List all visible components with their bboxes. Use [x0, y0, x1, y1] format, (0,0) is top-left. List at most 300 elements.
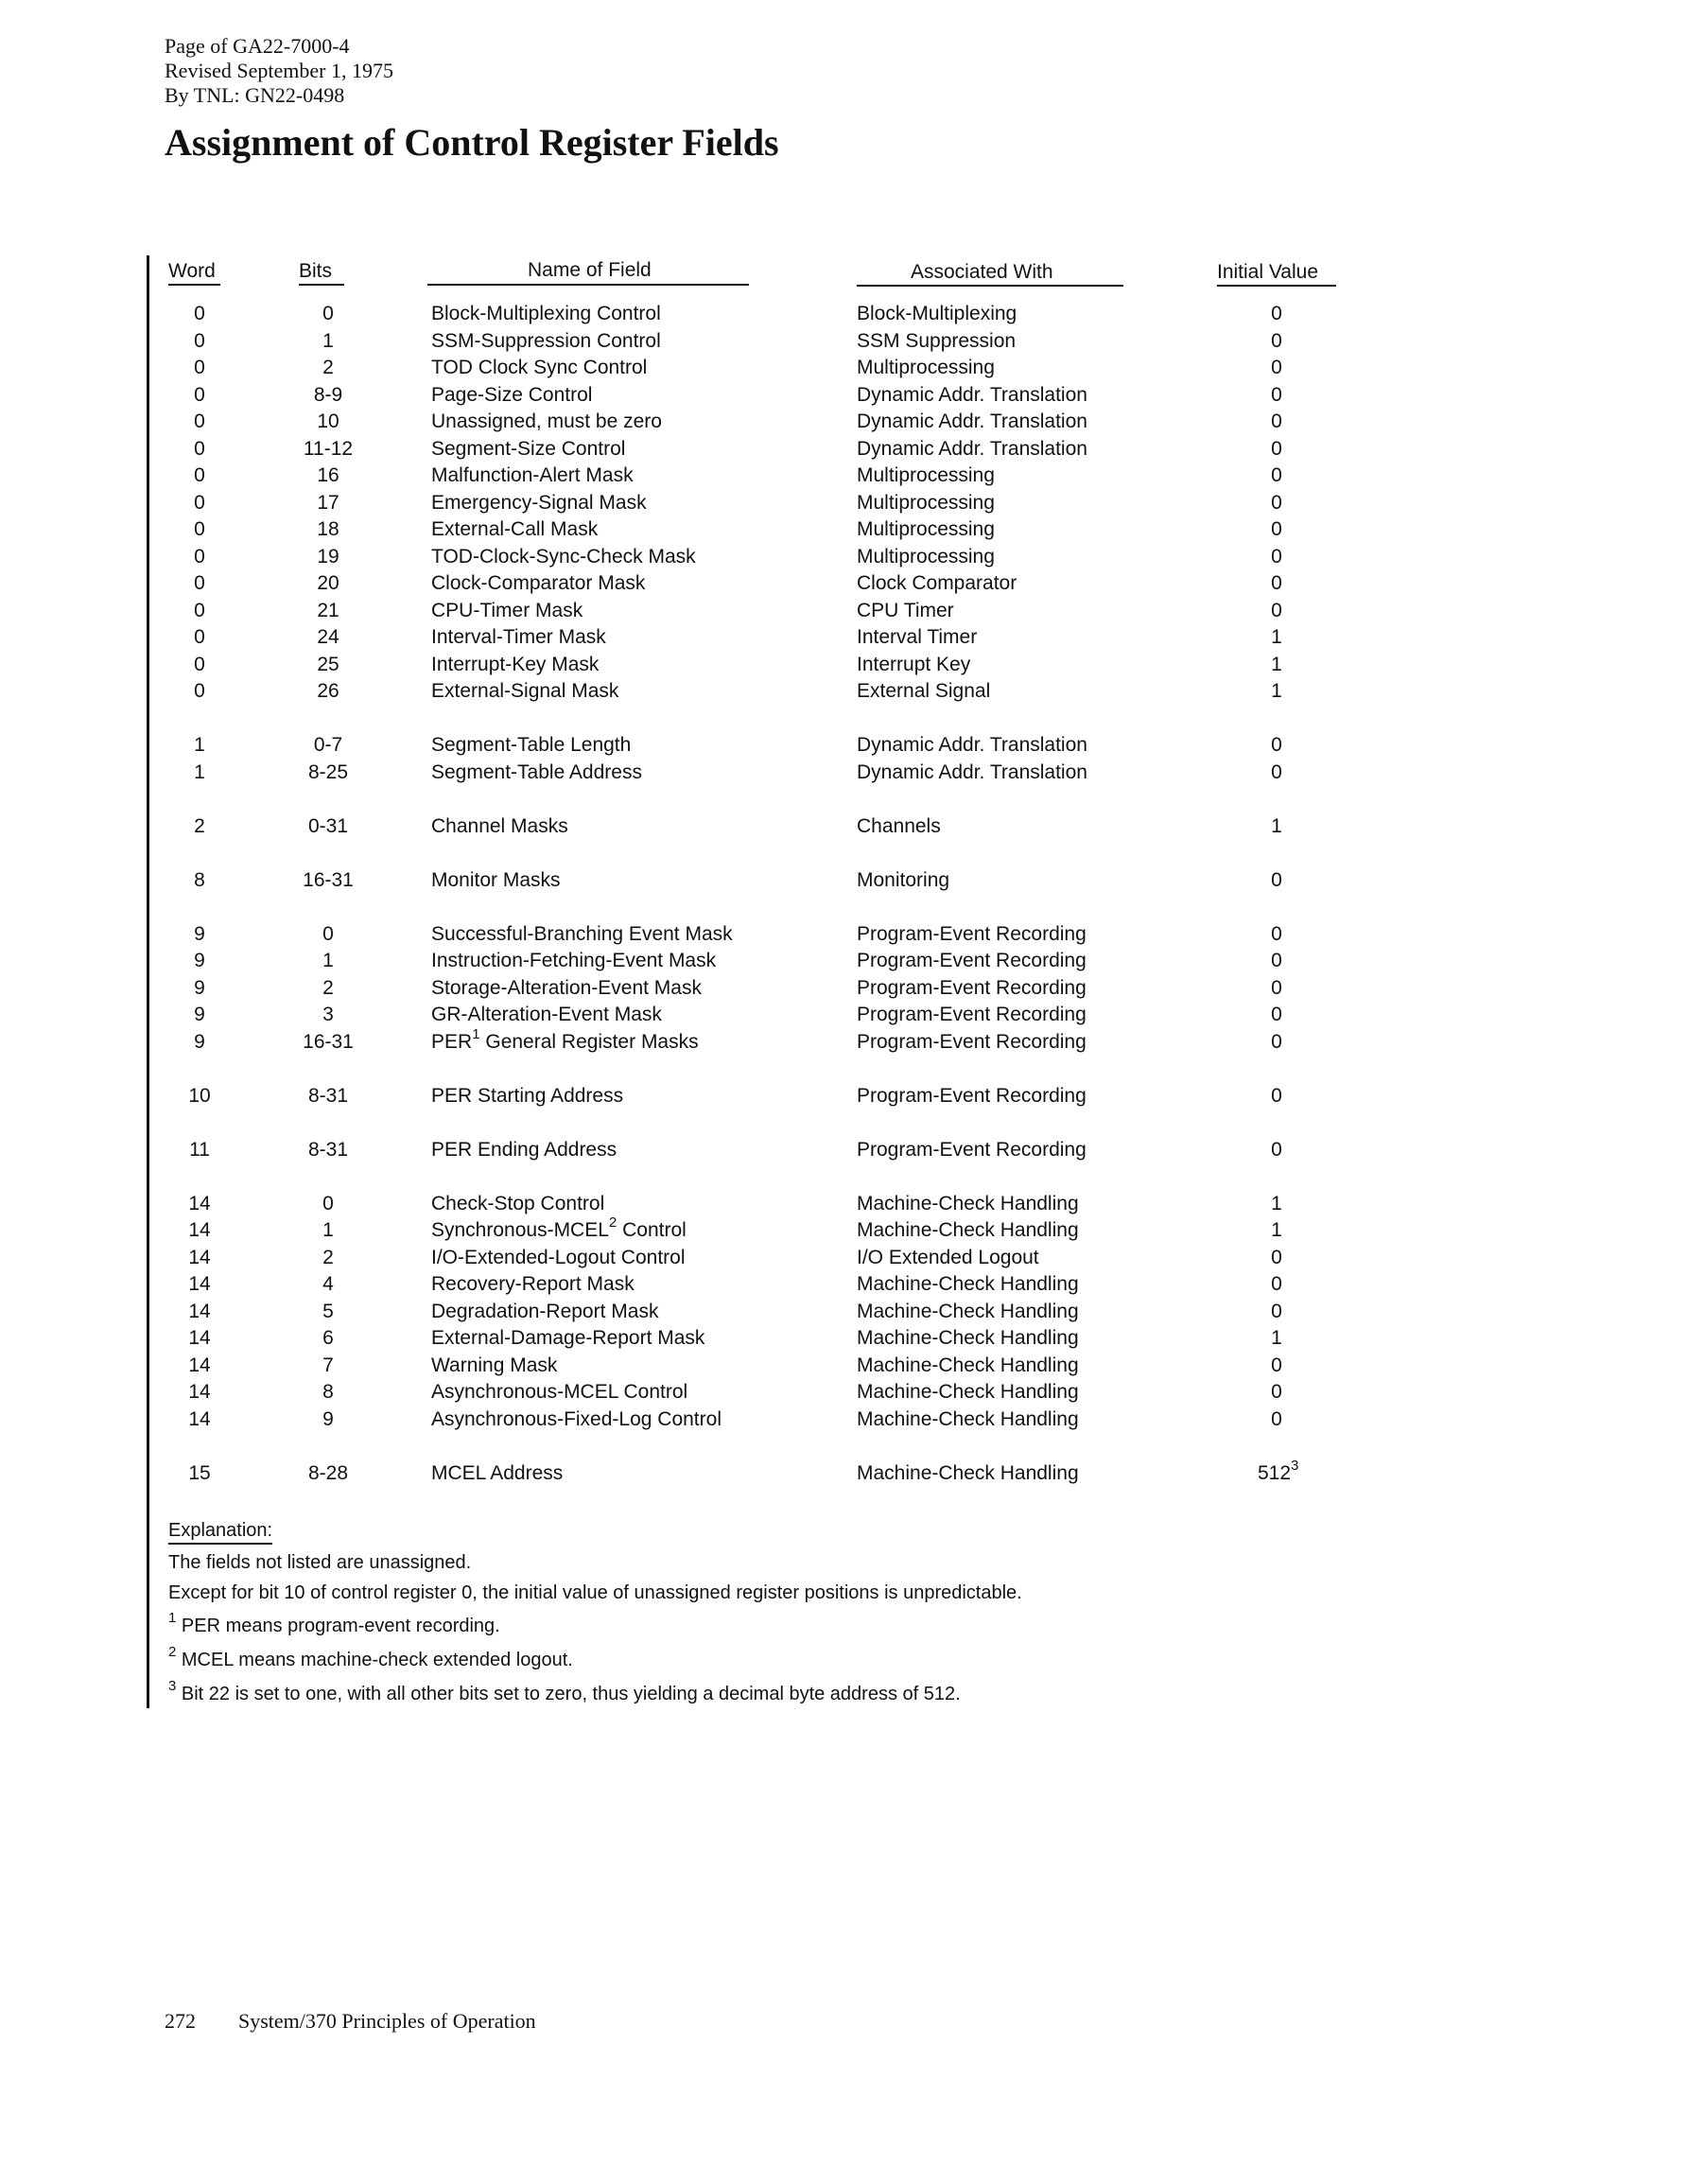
- initial-value-text: 0: [1271, 599, 1282, 621]
- field-name-text: External-Signal Mask: [431, 680, 619, 702]
- table-row: [0, 1271, 1687, 1299]
- cell-word: 1: [194, 760, 205, 783]
- cell-field-name: [431, 867, 561, 895]
- cell-field-name: [431, 409, 662, 436]
- column-header-bits-underline: [299, 284, 344, 286]
- cell-initial-value: [1258, 867, 1296, 895]
- field-name-text: Recovery-Report Mask: [431, 1273, 635, 1295]
- field-name-text: Segment-Size Control: [431, 437, 626, 460]
- cell-associated-with: Channels: [857, 814, 941, 837]
- cell-word: 0: [194, 680, 205, 702]
- initial-value-text: 0: [1271, 1273, 1282, 1295]
- footnote-2: [168, 1643, 1022, 1677]
- column-header-word: Word: [168, 260, 216, 282]
- initial-value-text: 0: [1271, 1246, 1282, 1268]
- field-name-text: Storage-Alteration-Event Mask: [431, 976, 702, 999]
- cell-word: 0: [194, 518, 205, 540]
- cell-associated-with: Interval Timer: [857, 626, 978, 648]
- column-header-name-underline: [427, 284, 749, 286]
- table-row: [0, 624, 1687, 652]
- cell-bits: 20: [317, 572, 339, 594]
- cell-bits: 18: [317, 518, 339, 540]
- field-name-text: Asynchronous-MCEL Control: [431, 1381, 688, 1403]
- cell-initial-value: [1258, 1137, 1296, 1164]
- cell-associated-with: External Signal: [857, 680, 991, 702]
- cell-initial-value: [1258, 678, 1296, 706]
- cell-field-name: [431, 732, 631, 760]
- footnote-3: [168, 1677, 1022, 1711]
- cell-initial-value: [1258, 1379, 1296, 1406]
- cell-initial-value: [1258, 355, 1296, 382]
- cell-associated-with: Interrupt Key: [857, 653, 971, 675]
- page-reference: Page of GA22-7000-4: [165, 34, 350, 58]
- table-row: [0, 760, 1687, 787]
- cell-bits: 25: [317, 653, 339, 675]
- table-row: [0, 948, 1687, 975]
- book-title: System/370 Principles of Operation: [238, 2009, 536, 2033]
- cell-word: 0: [194, 599, 205, 621]
- cell-associated-with: Clock Comparator: [857, 572, 1017, 594]
- cell-word: 0: [194, 357, 205, 378]
- footnote-ref: 3: [1291, 1457, 1299, 1474]
- cell-initial-value: [1258, 1353, 1296, 1380]
- cell-associated-with: Program-Event Recording: [857, 1030, 1087, 1053]
- cell-field-name: [431, 463, 634, 490]
- field-name-text: External-Call Mask: [431, 518, 599, 540]
- cell-word: 9: [194, 1030, 205, 1053]
- cell-bits: 8: [322, 1381, 334, 1403]
- cell-associated-with: Dynamic Addr. Translation: [857, 437, 1087, 460]
- cell-word: 0: [194, 464, 205, 486]
- cell-bits: 16-31: [303, 1030, 354, 1053]
- footnote-number: 3: [168, 1678, 177, 1695]
- cell-word: 0: [194, 329, 205, 352]
- cell-bits: 2: [322, 1246, 334, 1268]
- cell-bits: 2: [322, 976, 334, 999]
- cell-associated-with: Multiprocessing: [857, 491, 995, 514]
- cell-initial-value: [1258, 301, 1296, 328]
- cell-bits: 8-31: [307, 1138, 349, 1161]
- cell-bits: 24: [317, 626, 339, 648]
- field-name-text: Asynchronous-Fixed-Log Control: [431, 1407, 722, 1430]
- table-row: [0, 382, 1687, 410]
- initial-value-text: 0: [1271, 464, 1282, 486]
- table-row: [0, 1353, 1687, 1380]
- cell-field-name: [431, 516, 598, 544]
- revision-date: Revised September 1, 1975: [165, 59, 393, 82]
- footnote-ref: 1: [472, 1025, 480, 1042]
- table-row: [0, 1137, 1687, 1164]
- field-name-text: External-Damage-Report Mask: [431, 1327, 705, 1349]
- cell-word: 9: [194, 1004, 205, 1025]
- cell-word: 0: [194, 411, 205, 432]
- table-row: [0, 463, 1687, 490]
- cell-field-name: [431, 1353, 557, 1380]
- column-header-bits: Bits: [299, 260, 333, 282]
- cell-bits: 8-31: [307, 1084, 349, 1107]
- table-row: [0, 544, 1687, 571]
- field-name-text: TOD Clock Sync Control: [431, 357, 648, 378]
- cell-initial-value: [1258, 328, 1296, 356]
- cell-field-name: [431, 1325, 704, 1353]
- cell-initial-value: [1258, 921, 1296, 949]
- cell-initial-value: [1258, 1271, 1296, 1299]
- column-header-word-underline: [168, 284, 220, 286]
- document-meta: [165, 34, 393, 108]
- table-row: [0, 570, 1687, 598]
- cell-initial-value: [1258, 1299, 1296, 1326]
- cell-word: 9: [194, 976, 205, 999]
- table-row: [0, 1245, 1687, 1272]
- initial-value-text: 0: [1271, 1407, 1282, 1430]
- initial-value-text: 1: [1271, 814, 1282, 837]
- table-row: [0, 1325, 1687, 1353]
- initial-value-text: 1: [1271, 1192, 1282, 1214]
- initial-value-text: 0: [1271, 868, 1282, 891]
- field-name-text: Page-Size Control: [431, 383, 593, 406]
- initial-value-text: 0: [1271, 1354, 1282, 1376]
- cell-initial-value: [1258, 382, 1296, 410]
- initial-value-text: 0: [1271, 922, 1282, 945]
- cell-bits: 7: [322, 1354, 334, 1376]
- field-name-text: Unassigned, must be zero: [431, 411, 662, 432]
- cell-initial-value: [1258, 570, 1296, 598]
- cell-associated-with: I/O Extended Logout: [857, 1246, 1039, 1268]
- page-number: 272: [165, 2009, 196, 2033]
- initial-value-text: 0: [1271, 760, 1282, 783]
- table-row: [0, 1191, 1687, 1218]
- table-row: [0, 301, 1687, 328]
- cell-word: 9: [194, 922, 205, 945]
- cell-associated-with: Machine-Check Handling: [857, 1407, 1079, 1430]
- cell-bits: 17: [317, 491, 339, 514]
- initial-value-text: 0: [1271, 950, 1282, 971]
- table-row: [0, 975, 1687, 1003]
- table-row: [0, 678, 1687, 706]
- cell-bits: 0: [322, 303, 334, 324]
- field-name-text: Clock-Comparator Mask: [431, 572, 646, 594]
- cell-initial-value: [1258, 409, 1296, 436]
- table-row: [0, 1002, 1687, 1029]
- cell-field-name: [431, 355, 647, 382]
- field-name-text: Warning Mask: [431, 1354, 558, 1376]
- cell-word: 14: [188, 1354, 211, 1376]
- cell-field-name: [431, 328, 661, 356]
- cell-field-name: [431, 1460, 563, 1488]
- table-row: [0, 436, 1687, 463]
- cell-associated-with: Program-Event Recording: [857, 922, 1087, 945]
- field-name-text: TOD-Clock-Sync-Check Mask: [431, 545, 696, 568]
- field-name-text: Degradation-Report Mask: [431, 1300, 659, 1322]
- cell-associated-with: Machine-Check Handling: [857, 1192, 1079, 1214]
- cell-word: 11: [189, 1138, 210, 1161]
- cell-initial-value: [1258, 948, 1296, 975]
- cell-field-name: [431, 678, 618, 706]
- field-name-text: MCEL Address: [431, 1461, 564, 1484]
- cell-bits: 1: [322, 1219, 334, 1241]
- cell-bits: 1: [322, 950, 334, 971]
- cell-word: 2: [194, 814, 205, 837]
- initial-value-text: 0: [1271, 1004, 1282, 1025]
- explanation-line: Except for bit 10 of control register 0, the initial value of unassigned register positions is unpredictable.: [168, 1582, 1022, 1603]
- cell-word: 0: [194, 383, 205, 406]
- field-name-text: PER Starting Address: [431, 1084, 624, 1107]
- field-name-text: PER Ending Address: [431, 1138, 617, 1161]
- field-name-text: Monitor Masks: [431, 868, 561, 891]
- cell-associated-with: Multiprocessing: [857, 545, 995, 568]
- cell-bits: 8-25: [307, 760, 349, 783]
- cell-associated-with: Dynamic Addr. Translation: [857, 411, 1087, 432]
- footnote-text: MCEL means machine-check extended logout.: [176, 1650, 573, 1670]
- cell-bits: 4: [322, 1273, 334, 1295]
- cell-word: 14: [188, 1407, 211, 1430]
- cell-word: 0: [194, 303, 205, 324]
- cell-word: 14: [188, 1273, 211, 1295]
- cell-associated-with: Multiprocessing: [857, 518, 995, 540]
- cell-initial-value: [1258, 1457, 1299, 1488]
- cell-bits: 0: [322, 1192, 334, 1214]
- cell-word: 14: [188, 1192, 211, 1214]
- cell-word: 14: [188, 1300, 211, 1322]
- table-row: [0, 1457, 1687, 1488]
- field-name-text: CPU-Timer Mask: [431, 599, 583, 621]
- table-row: [0, 355, 1687, 382]
- cell-initial-value: [1258, 652, 1296, 679]
- initial-value-text: 0: [1271, 329, 1282, 352]
- cell-associated-with: SSM Suppression: [857, 329, 1017, 352]
- page-title: Assignment of Control Register Fields: [165, 121, 779, 164]
- cell-bits: 8-9: [313, 383, 343, 406]
- initial-value-text: 0: [1271, 437, 1282, 460]
- initial-value-text: 0: [1271, 1084, 1282, 1107]
- footnote-text: Bit 22 is set to one, with all other bits set to zero, thus yielding a decimal byte address of 512.: [176, 1684, 961, 1704]
- cell-field-name: [431, 1271, 635, 1299]
- cell-initial-value: [1258, 760, 1296, 787]
- initial-value-text: 1: [1271, 1219, 1282, 1241]
- cell-field-name: [431, 1083, 623, 1110]
- cell-initial-value: [1258, 1217, 1296, 1245]
- cell-bits: 19: [317, 545, 339, 568]
- cell-bits: 9: [322, 1407, 334, 1430]
- table-row: [0, 732, 1687, 760]
- initial-value-text: 0: [1271, 1300, 1282, 1322]
- field-name-text: Check-Stop Control: [431, 1192, 605, 1214]
- cell-word: 0: [194, 626, 205, 648]
- initial-value-text: 1: [1271, 626, 1282, 648]
- cell-word: 0: [194, 653, 205, 675]
- cell-word: 14: [188, 1327, 211, 1349]
- cell-initial-value: [1258, 1029, 1296, 1057]
- field-name-text: Segment-Table Length: [431, 734, 632, 756]
- cell-associated-with: Block-Multiplexing: [857, 303, 1017, 324]
- initial-value-text: 0: [1271, 491, 1282, 514]
- cell-initial-value: [1258, 624, 1296, 652]
- cell-field-name: [431, 598, 583, 625]
- field-name-text: Channel Masks: [431, 814, 568, 837]
- initial-value-text: 0: [1271, 545, 1282, 568]
- cell-bits: 6: [322, 1327, 334, 1349]
- cell-word: 10: [188, 1084, 211, 1107]
- table-row: [0, 1083, 1687, 1110]
- cell-field-name: [431, 921, 733, 949]
- table-row: [0, 409, 1687, 436]
- cell-field-name: [431, 1406, 722, 1434]
- cell-initial-value: [1258, 1083, 1296, 1110]
- cell-field-name: [431, 544, 696, 571]
- column-header-initial-value: Initial Value: [1217, 261, 1319, 283]
- table-row: [0, 1299, 1687, 1326]
- cell-field-name: [431, 652, 599, 679]
- cell-initial-value: [1258, 544, 1296, 571]
- cell-bits: 3: [322, 1004, 334, 1025]
- field-name-text: Control: [617, 1219, 687, 1241]
- field-name-text: Segment-Table Address: [431, 760, 642, 783]
- cell-field-name: [431, 1299, 658, 1326]
- cell-field-name: [431, 382, 592, 410]
- table-row: [0, 1214, 1687, 1245]
- explanation-line: The fields not listed are unassigned.: [168, 1552, 472, 1573]
- field-name-text: Interrupt-Key Mask: [431, 653, 600, 675]
- cell-associated-with: Machine-Check Handling: [857, 1354, 1079, 1376]
- table-row: [0, 813, 1687, 841]
- field-name-text: Synchronous-MCEL: [431, 1219, 609, 1241]
- initial-value-text: 512: [1258, 1461, 1292, 1484]
- cell-associated-with: Multiprocessing: [857, 464, 995, 486]
- cell-word: 15: [188, 1461, 211, 1484]
- cell-field-name: [431, 490, 647, 517]
- cell-associated-with: Program-Event Recording: [857, 1004, 1087, 1025]
- cell-initial-value: [1258, 1325, 1296, 1353]
- cell-initial-value: [1258, 1406, 1296, 1434]
- field-name-text: GR-Alteration-Event Mask: [431, 1004, 662, 1025]
- initial-value-text: 0: [1271, 1030, 1282, 1053]
- cell-field-name: [431, 760, 642, 787]
- field-name-text: General Register Masks: [479, 1030, 699, 1053]
- table-row: [0, 867, 1687, 895]
- cell-bits: 2: [322, 357, 334, 378]
- field-name-text: PER: [431, 1030, 473, 1053]
- cell-bits: 10: [317, 411, 339, 432]
- cell-associated-with: Machine-Check Handling: [857, 1461, 1079, 1484]
- cell-initial-value: [1258, 1002, 1296, 1029]
- cell-word: 0: [194, 545, 205, 568]
- initial-value-text: 1: [1271, 653, 1282, 675]
- column-header-name: Name of Field: [528, 259, 652, 281]
- cell-bits: 16-31: [303, 868, 354, 891]
- footnote-ref: 2: [608, 1214, 617, 1231]
- table-row: [0, 1406, 1687, 1434]
- footnote-text: PER means program-event recording.: [176, 1616, 500, 1636]
- cell-initial-value: [1258, 1245, 1296, 1272]
- cell-word: 14: [188, 1219, 211, 1241]
- cell-field-name: [431, 948, 716, 975]
- field-name-text: Block-Multiplexing Control: [431, 303, 661, 324]
- initial-value-text: 0: [1271, 518, 1282, 540]
- cell-initial-value: [1258, 516, 1296, 544]
- cell-associated-with: Machine-Check Handling: [857, 1219, 1079, 1241]
- cell-field-name: [431, 1379, 687, 1406]
- cell-associated-with: Machine-Check Handling: [857, 1300, 1079, 1322]
- footnote-number: 2: [168, 1644, 177, 1661]
- initial-value-text: 0: [1271, 572, 1282, 594]
- table-row: [0, 1379, 1687, 1406]
- column-header-assoc: Associated With: [911, 261, 1053, 283]
- explanation: [168, 1513, 1022, 1711]
- cell-initial-value: [1258, 975, 1296, 1003]
- cell-bits: 21: [317, 599, 339, 621]
- cell-associated-with: Dynamic Addr. Translation: [857, 734, 1087, 756]
- cell-word: 0: [194, 572, 205, 594]
- cell-bits: 0-31: [307, 814, 349, 837]
- cell-bits: 11-12: [303, 437, 354, 460]
- cell-associated-with: Dynamic Addr. Translation: [857, 760, 1087, 783]
- cell-associated-with: CPU Timer: [857, 599, 954, 621]
- cell-associated-with: Machine-Check Handling: [857, 1273, 1079, 1295]
- initial-value-text: 0: [1271, 976, 1282, 999]
- cell-initial-value: [1258, 598, 1296, 625]
- field-name-text: Interval-Timer Mask: [431, 626, 606, 648]
- cell-field-name: [431, 1002, 662, 1029]
- cell-initial-value: [1258, 463, 1296, 490]
- initial-value-text: 1: [1271, 1327, 1282, 1349]
- cell-word: 1: [194, 734, 205, 756]
- field-name-text: Malfunction-Alert Mask: [431, 464, 634, 486]
- cell-word: 9: [194, 950, 205, 971]
- initial-value-text: 0: [1271, 383, 1282, 406]
- column-header-initial-underline: [1217, 285, 1336, 287]
- cell-field-name: [431, 1137, 617, 1164]
- initial-value-text: 0: [1271, 734, 1282, 756]
- table-row: [0, 516, 1687, 544]
- cell-word: 14: [188, 1381, 211, 1403]
- cell-associated-with: Program-Event Recording: [857, 1084, 1087, 1107]
- cell-associated-with: Program-Event Recording: [857, 950, 1087, 971]
- initial-value-text: 0: [1271, 303, 1282, 324]
- cell-bits: 0-7: [313, 734, 343, 756]
- cell-word: 0: [194, 437, 205, 460]
- cell-field-name: [431, 436, 625, 463]
- cell-initial-value: [1258, 813, 1296, 841]
- initial-value-text: 0: [1271, 411, 1282, 432]
- cell-bits: 0: [322, 922, 334, 945]
- tnl-reference: By TNL: GN22-0498: [165, 83, 345, 107]
- table-row: [0, 490, 1687, 517]
- field-name-text: Emergency-Signal Mask: [431, 491, 647, 514]
- cell-field-name: [431, 1245, 686, 1272]
- page-footer: [165, 2009, 536, 2034]
- cell-associated-with: Machine-Check Handling: [857, 1327, 1079, 1349]
- cell-initial-value: [1258, 1191, 1296, 1218]
- field-name-text: Instruction-Fetching-Event Mask: [431, 950, 717, 971]
- cell-associated-with: Monitoring: [857, 868, 950, 891]
- cell-associated-with: Dynamic Addr. Translation: [857, 383, 1087, 406]
- cell-word: 0: [194, 491, 205, 514]
- cell-field-name: [431, 975, 702, 1003]
- cell-initial-value: [1258, 732, 1296, 760]
- footnote-1: [168, 1609, 1022, 1643]
- initial-value-text: 1: [1271, 680, 1282, 702]
- cell-field-name: [431, 1214, 687, 1245]
- initial-value-text: 0: [1271, 357, 1282, 378]
- cell-field-name: [431, 813, 568, 841]
- explanation-heading: Explanation:: [168, 1518, 272, 1545]
- cell-word: 14: [188, 1246, 211, 1268]
- table-row: [0, 921, 1687, 949]
- cell-associated-with: Machine-Check Handling: [857, 1381, 1079, 1403]
- cell-field-name: [431, 624, 606, 652]
- field-name-text: I/O-Extended-Logout Control: [431, 1246, 686, 1268]
- cell-associated-with: Program-Event Recording: [857, 976, 1087, 999]
